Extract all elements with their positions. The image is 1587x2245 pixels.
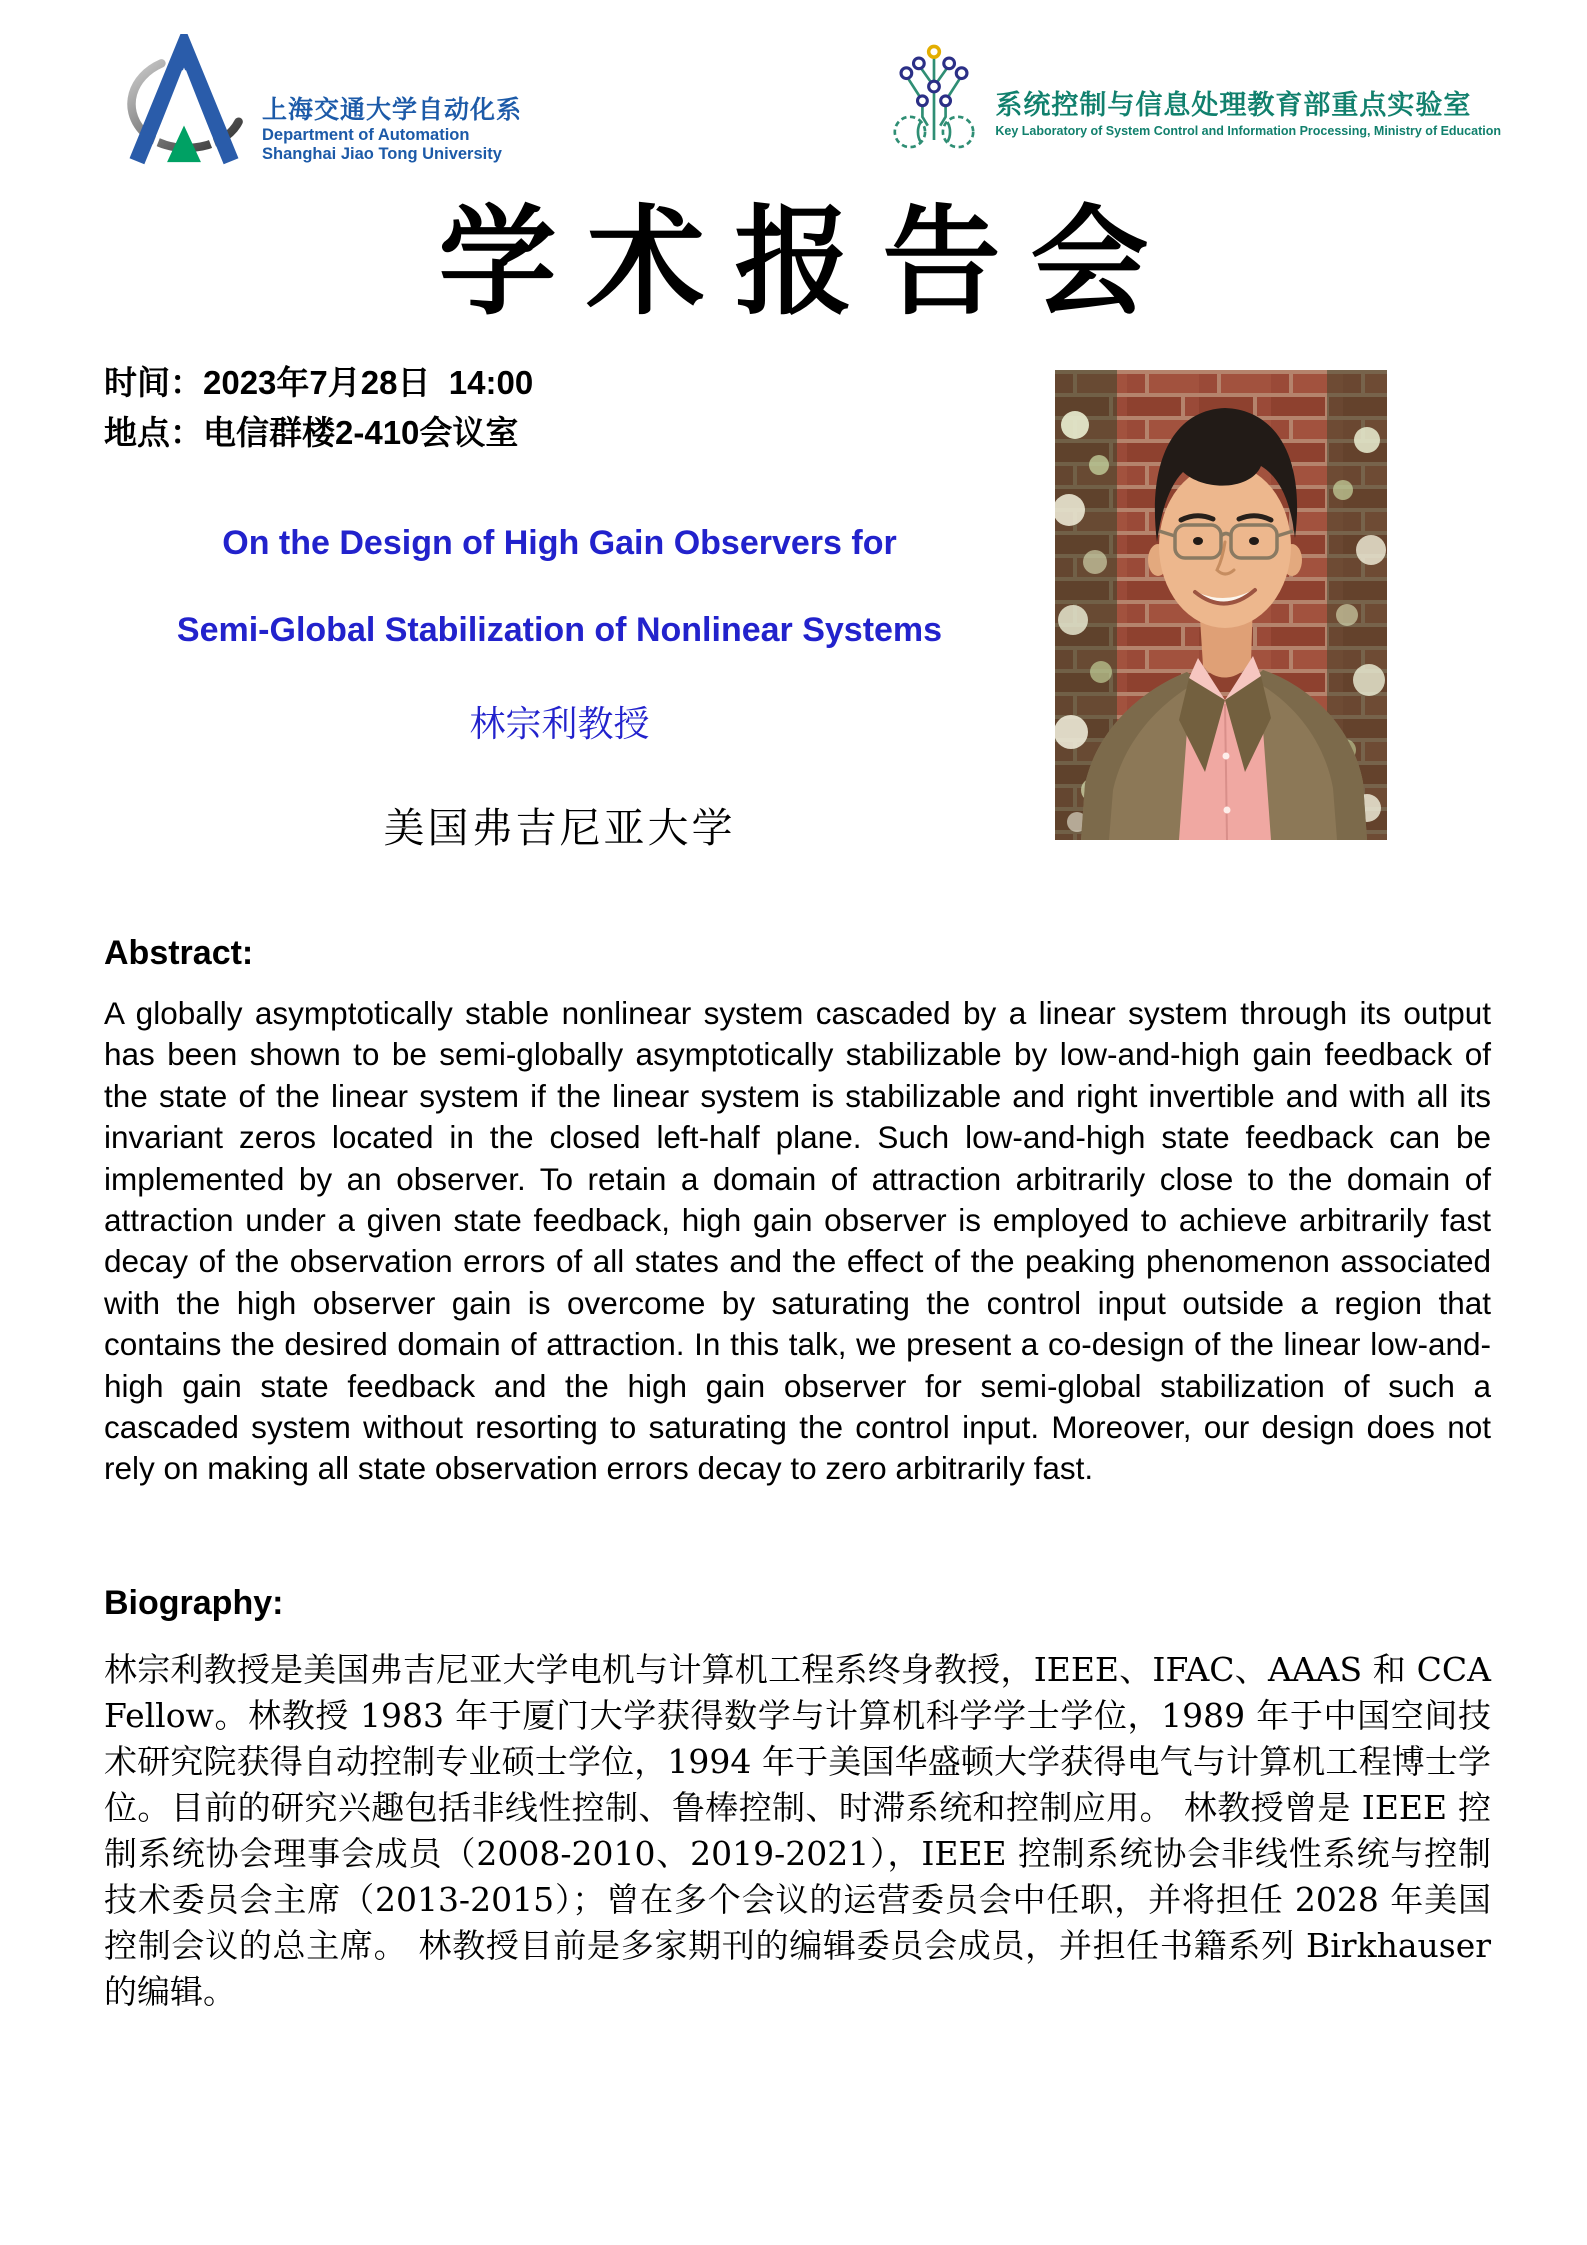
location-label: 地点： [104, 414, 203, 451]
sjtu-logo-text [262, 90, 522, 168]
event-info [104, 358, 1015, 458]
keylab-logo [885, 34, 1501, 164]
keylab-name-cn: 系统控制与信息处理教育部重点实验室 [995, 90, 1472, 120]
time-value: 2023年7月28日 14:00 [203, 364, 534, 401]
sjtu-triangle-logo-icon [120, 34, 248, 168]
speaker-photo [1055, 370, 1387, 840]
sjtu-dept-name-en: Department of Automation [262, 126, 470, 145]
location-value: 电信群楼2-410会议室 [203, 414, 519, 451]
biography-heading: Biography: [104, 1583, 284, 1622]
keylab-logo-text [995, 83, 1501, 164]
header [0, 0, 1587, 168]
talk-title-line2: Semi-Global Stabilization of Nonlinear Systems [176, 611, 943, 649]
event-time [104, 358, 1015, 408]
page-title: 学术报告会 [438, 192, 1179, 331]
keylab-name-en: Key Laboratory of System Control and Information Processing, Ministry of Education [995, 124, 1501, 138]
biography-body: 林宗利教授是美国弗吉尼亚大学电机与计算机工程系终身教授，IEEE、IFAC、AAAS 和 CCA Fellow。林教授 1983 年于厦门大学获得数学与计算机科学学士学位，1989 年于中国空间技术研究院获得自动控制专业硕士学位，1994 年于美国华盛顿大学获得电气与计算机工程博士学位。目前的研究兴趣包括非线性控制、鲁棒控制、时滞系统和控制应用。 林教授曾是 IEEE 控制系统协会理事会成员（2008-2010、2019-2021），IEEE 控制系统协会非线性系统与控制技术委员会主席（2013-2015）；曾在多个会议的运营委员会中任职，并将担任 2028 年美国控制会议的总主席。 林教授目前是多家期刊的编辑委员会成员，并担任书籍系列 Birkhauser 的编辑。 [104, 1649, 1491, 2011]
abstract-body: A globally asymptotically stable nonlinear system cascaded by a linear system through its output has been shown to be semi-globally asymptotically stabilizable by low-and-high gain feedback of the state of the linear system if the linear system is stabilizable and right invertible and with all its invariant zeros located in the closed left-half plane. Such low-and-high state feedback can be implemented by an observer. To retain a domain of attraction arbitrarily close to the domain of attraction under a given state feedback, high gain observer is employed to achieve arbitrarily fast decay of the observation errors of all states and the effect of the peaking phenomenon associated with the high observer gain is overcome by saturating the control input outside a region that contains the desired domain of attraction. In this talk, we present a co-design of the linear low-and-high gain state feedback and the high gain observer for semi-global stabilization of such a cascaded system without resorting to saturating the control input. Moreover, our design does not rely on making all state observation errors decay to zero arbitrarily fast. [104, 995, 1491, 1487]
talk-title-line1: On the Design of High Gain Observers for [222, 524, 897, 562]
main-block [0, 358, 1587, 854]
speaker-portrait-illustration [1055, 370, 1387, 840]
abstract-heading: Abstract: [104, 934, 254, 972]
time-label: 时间： [104, 364, 203, 401]
sjtu-univ-name-en: Shanghai Jiao Tong University [262, 145, 502, 164]
sjtu-dept-name-cn: 上海交通大学自动化系 [262, 96, 523, 125]
speaker-affiliation: 美国弗吉尼亚大学 [383, 804, 736, 852]
sjtu-automation-logo [120, 34, 522, 168]
yellow-node [929, 46, 940, 57]
main-left-column [104, 358, 1055, 854]
event-location [104, 408, 1015, 458]
speaker-name: 林宗利教授 [469, 703, 650, 744]
keylab-circuit-tree-logo-icon [885, 34, 983, 164]
abstract-section [104, 934, 1491, 2015]
